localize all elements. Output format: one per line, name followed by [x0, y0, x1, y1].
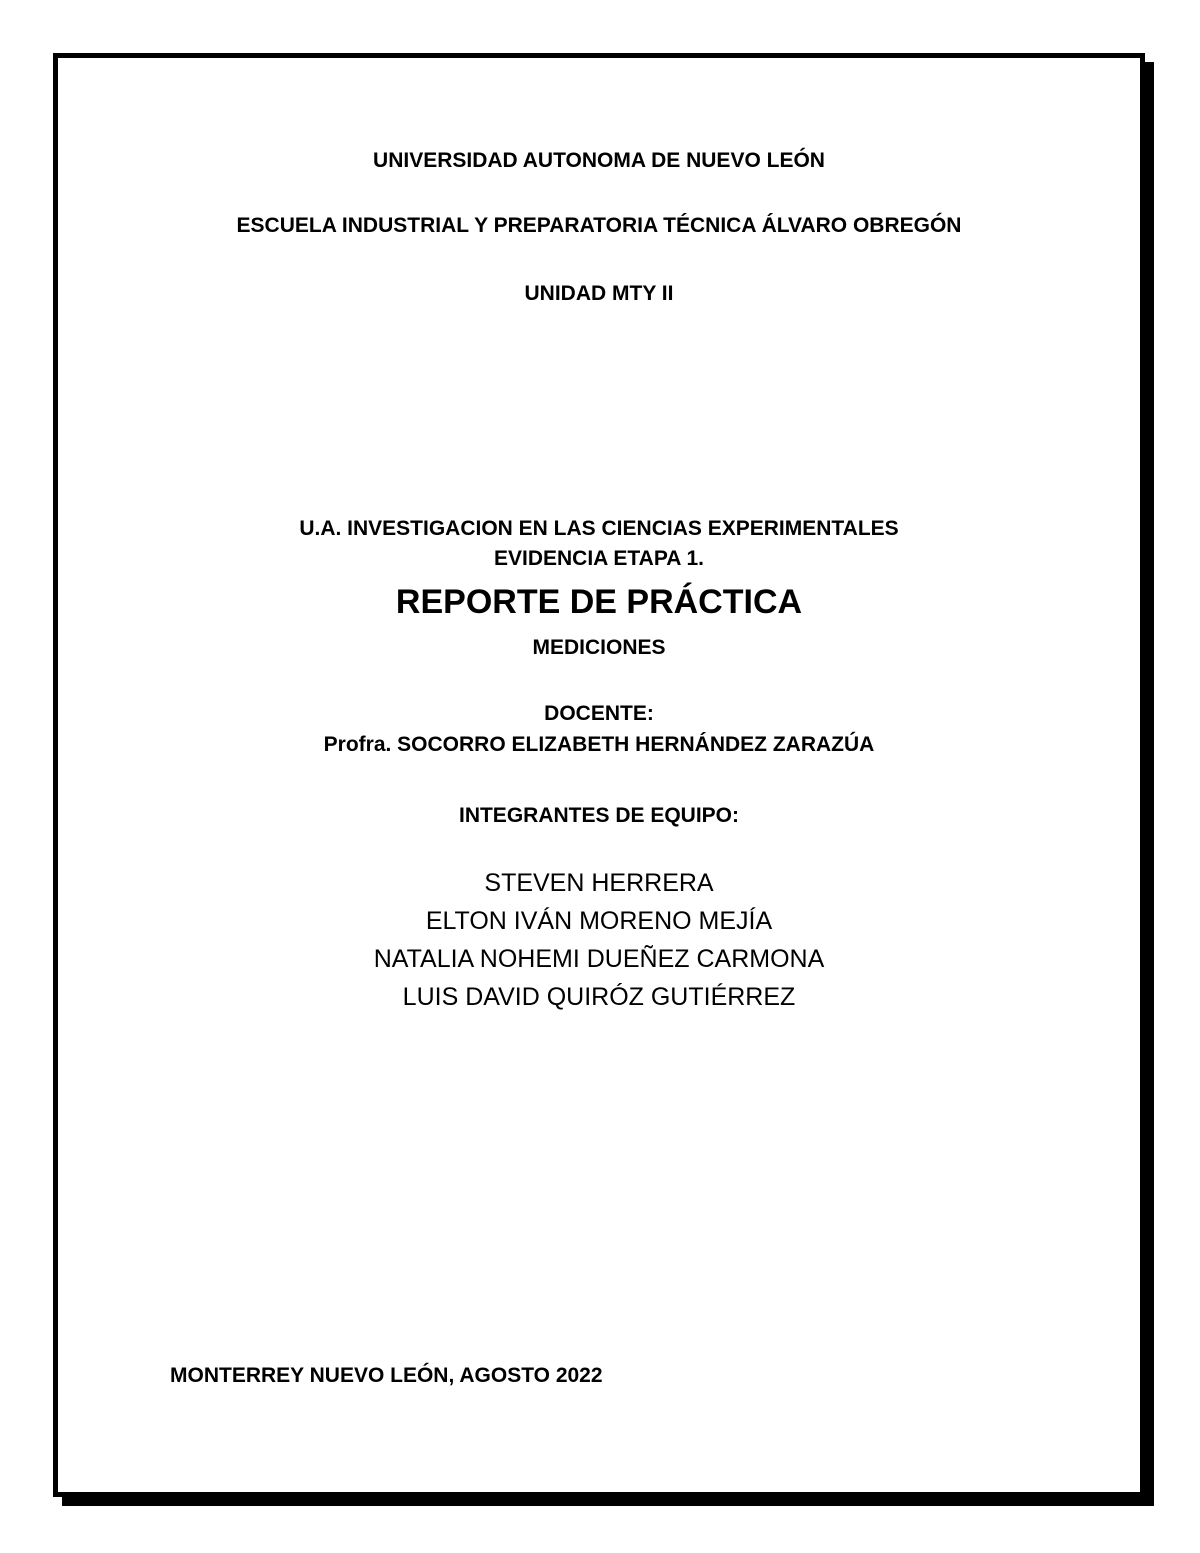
teacher-label: DOCENTE:: [544, 702, 654, 725]
university-name: UNIVERSIDAD AUTONOMA DE NUEVO LEÓN: [373, 149, 825, 172]
team-member: STEVEN HERRERA: [484, 869, 714, 897]
team-member: NATALIA NOHEMI DUEÑEZ CARMONA: [373, 945, 825, 973]
report-title: REPORTE DE PRÁCTICA: [395, 583, 803, 621]
place-and-date: MONTERREY NUEVO LEÓN, AGOSTO 2022: [170, 1364, 603, 1387]
cover-page: [53, 53, 1145, 1497]
teacher-name: Profra. SOCORRO ELIZABETH HERNÁNDEZ ZARAZÚA: [323, 733, 875, 756]
team-member: ELTON IVÁN MORENO MEJÍA: [425, 907, 773, 935]
report-topic: MEDICIONES: [532, 636, 666, 659]
unit-name: UNIDAD MTY II: [524, 282, 674, 305]
evidence-stage: EVIDENCIA ETAPA 1.: [493, 547, 705, 570]
school-name: ESCUELA INDUSTRIAL Y PREPARATORIA TÉCNICA ÁLVARO OBREGÓN: [236, 214, 962, 237]
course-subject: U.A. INVESTIGACION EN LAS CIENCIAS EXPERIMENTALES: [299, 517, 899, 540]
team-label: INTEGRANTES DE EQUIPO:: [458, 804, 740, 827]
team-member: LUIS DAVID QUIRÓZ GUTIÉRREZ: [402, 983, 796, 1011]
